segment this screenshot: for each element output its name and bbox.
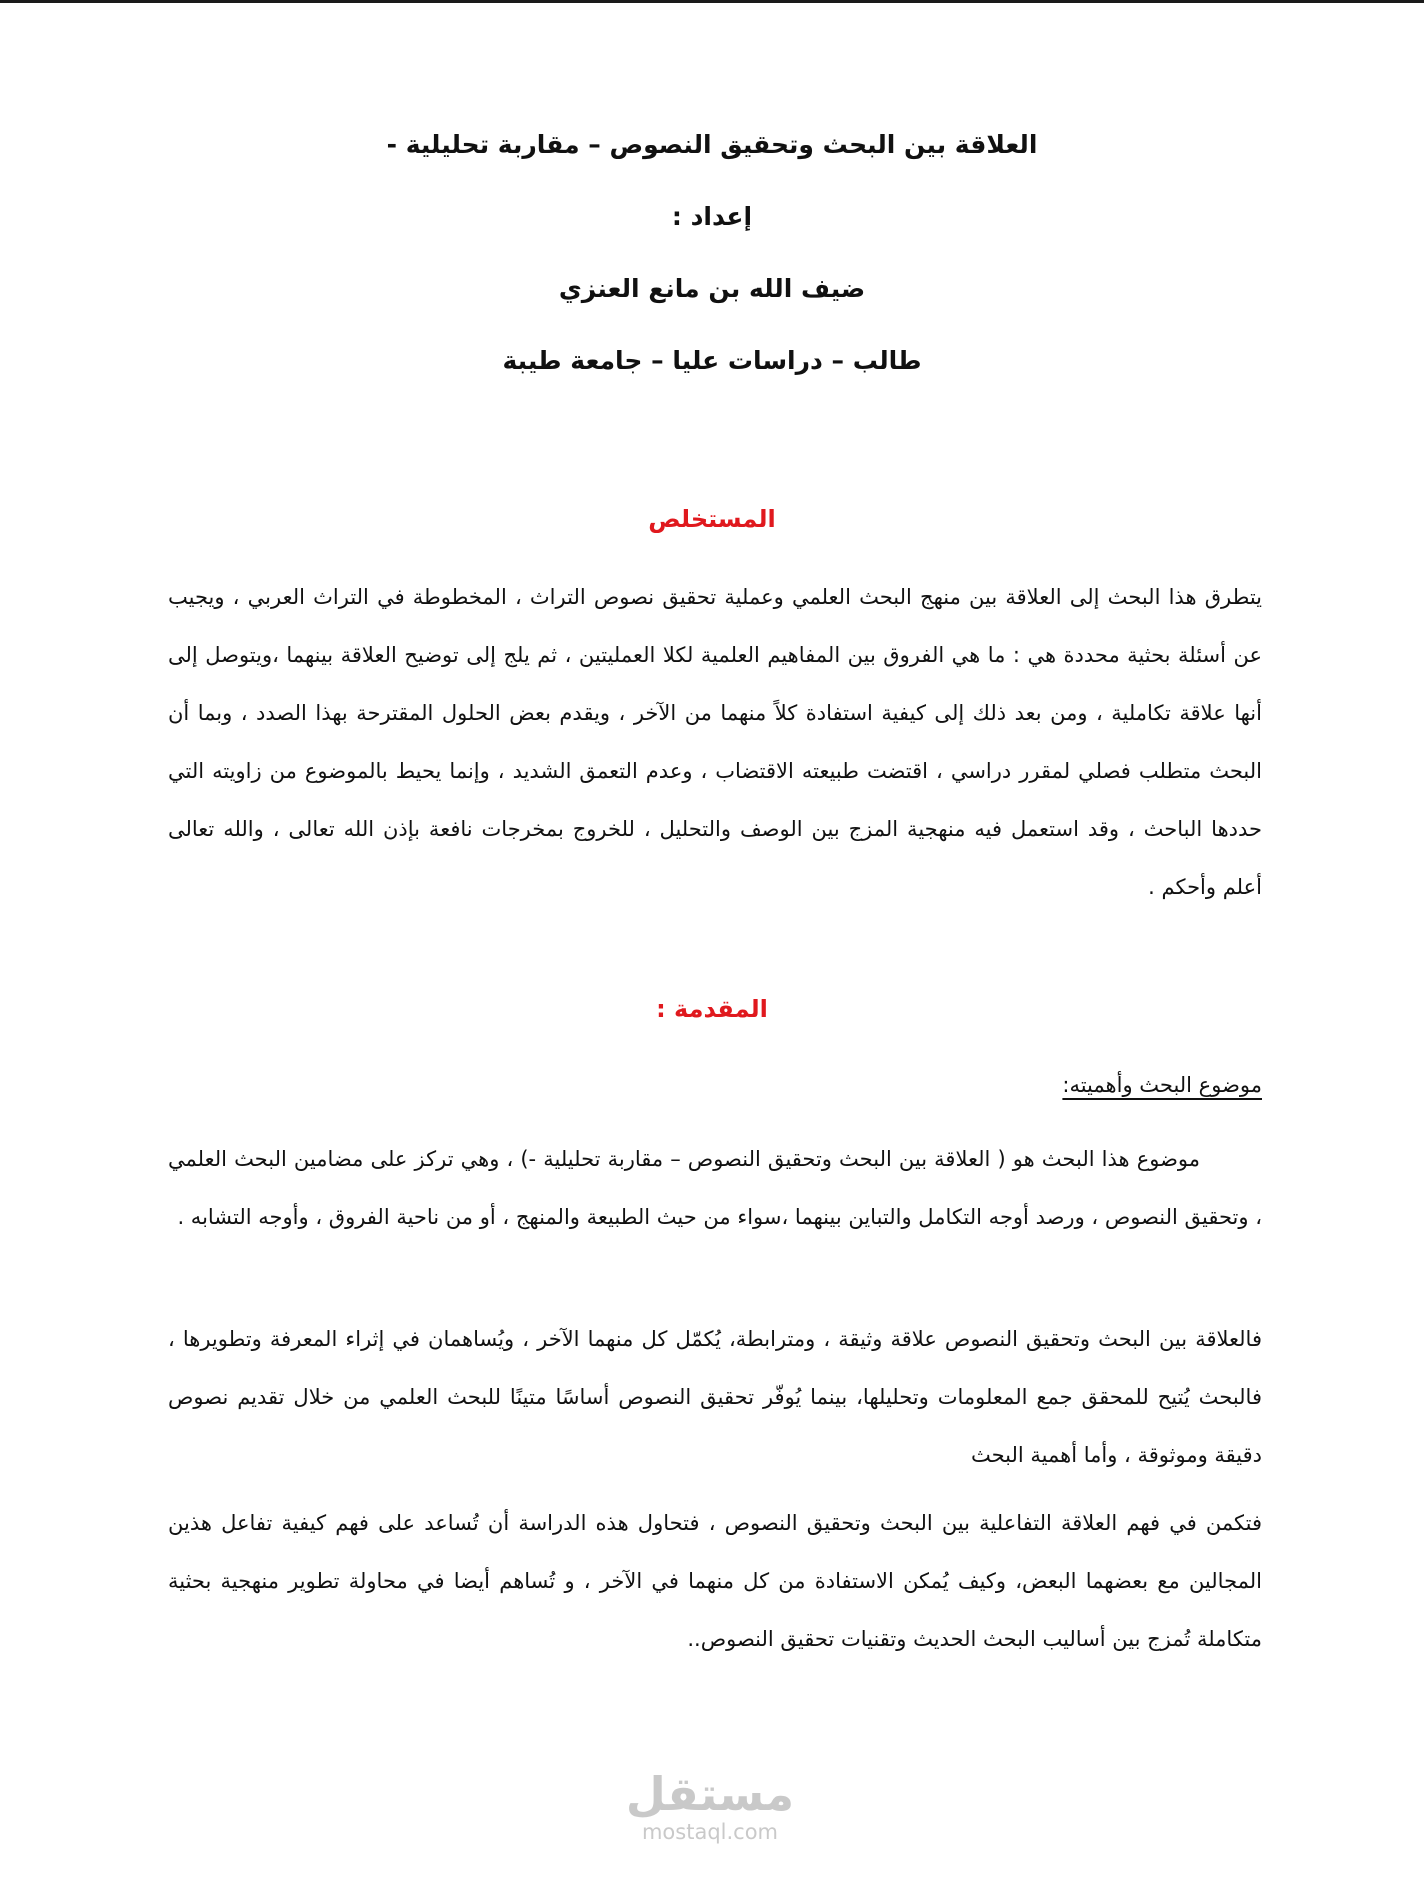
intro-paragraph-2: فالعلاقة بين البحث وتحقيق النصوص علاقة وثيقة ، ومترابطة، يُكمّل كل منهما الآخر ، ويُساهمان في إثراء المعرفة وتطويرها ، فالبحث يُتيح للمحقق جمع المعلومات وتحليلها، بينما يُوفّر تحقيق النصوص أساسًا متينًا للبحث العلمي من خلال تقديم نصوص دقيقة وموثوقة ، وأما أهمية البحث bbox=[168, 1327, 1262, 1467]
topic-importance-subheading: موضوع البحث وأهميته: bbox=[1062, 1073, 1262, 1097]
watermark-logo: مستقل bbox=[625, 1767, 795, 1821]
author-name: ضيف الله بن مانع العنزي bbox=[558, 274, 866, 303]
intro-paragraph-1: موضوع هذا البحث هو ( العلاقة بين البحث وتحقيق النصوص – مقاربة تحليلية -) ، وهي تركز على مضامين البحث العلمي ، وتحقيق النصوص ، ورصد أوجه التكامل والتباين بينهما ،سواء من حيث الطبيعة والمنهج ، أو من ناحية الفروق ، وأوجه التشابه . bbox=[168, 1147, 1262, 1229]
intro-paragraph-3: فتكمن في فهم العلاقة التفاعلية بين البحث وتحقيق النصوص ، فتحاول هذه الدراسة أن تُساعد على فهم كيفية تفاعل هذين المجالين مع بعضهما البعض، وكيف يُمكن الاستفادة من كل منهما في الآخر ، و تُساهم أيضا في محاولة تطوير منهجية بحثية متكاملة تُمزج بين أساليب البحث الحديث وتقنيات تحقيق النصوص.. bbox=[168, 1511, 1262, 1651]
introduction-heading: المقدمة : bbox=[656, 995, 768, 1023]
abstract-text: يتطرق هذا البحث إلى العلاقة بين منهج البحث العلمي وعملية تحقيق نصوص التراث ، المخطوطة في التراث العربي ، ويجيب عن أسئلة بحثية محددة هي : ما هي الفروق بين المفاهيم العلمية لكلا العمليتين ، ثم يلج إلى توضيح العلاقة بينهما ،ويتوصل إلى أنها علاقة تكاملية ، ومن بعد ذلك إلى كيفية استفادة كلاً منهما من الآخر ، ويقدم بعض الحلول المقترحة بهذا الصدد ، وبما أن البحث متطلب فصلي لمقرر دراسي ، اقتضت طبيعته الاقتضاب ، وعدم التعمق الشديد ، وإنما يحيط بالموضوع من زاويته التي حددها الباحث ، وقد استعمل فيه منهجية المزج بين الوصف والتحليل ، للخروج بمخرجات نافعة بإذن الله تعالى ، والله تعالى أعلم وأحكم . bbox=[168, 585, 1262, 899]
paper-title: العلاقة بين البحث وتحقيق النصوص – مقاربة تحليلية - bbox=[386, 130, 1038, 159]
title-block bbox=[0, 128, 1424, 416]
prepared-by-label: إعداد : bbox=[671, 202, 753, 231]
abstract-heading: المستخلص bbox=[648, 505, 776, 533]
watermark-url: mostaql.com bbox=[641, 1820, 779, 1844]
mostaql-watermark bbox=[620, 1768, 800, 1844]
author-affiliation: طالب – دراسات عليا – جامعة طيبة bbox=[502, 346, 922, 375]
